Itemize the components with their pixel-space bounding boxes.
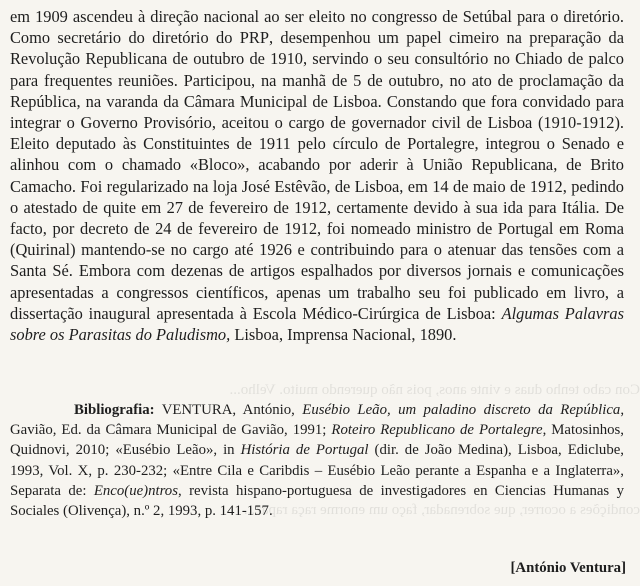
bibliography-title: Enco(ue)ntros <box>93 482 178 499</box>
bibliography-text: VENTURA, António, <box>154 402 303 418</box>
show-through-text: Con cabo tenho duas e vinte anos, pois não querendo muito. Velho... <box>229 382 640 398</box>
biography-paragraph <box>10 6 624 345</box>
paragraph-text: , desempenhou um papel cimeiro na preparação da Revolução Republicana de outubro de 1910, servindo o seu consultório no Chiado de palco para frequentes reuniões. Participou, na manhã de 5 de outubro, no ato de proclamação da República, na varanda da Câmara Municipal de Lisboa. Constando que fora convidado para integrar o Governo Provisório, aceitou o cargo de governador civil de Lisboa (1910-1912). Eleito deputado às Constituintes de 1911 pelo círculo de Portalegre, integrou o Senado e alinhou com o chamado «Bloco», acabando por aderir à União Republicana, de Brito Camacho. Foi regularizado na loja José Estêvão, de Lisboa, em 14 de maio de 1912, pedindo o atestado de quite em 27 de fevereiro de 1912, certamente devido à sua ida para Itália. De facto, por decreto de 24 de fevereiro de 1912, foi nomeado ministro de Portugal em Roma (Quirinal) mantendo-se no cargo até 1926 e contribuindo para o atenuar das tensões com a Santa Sé. Embora com dezenas de artigos espalhados por diversos jornais e comunicações apresentadas a congressos científicos, apenas um trabalho seu foi publicado em livro, a dissertação inaugural apresentada à Escola Médico-Cirúrgica de Lisboa: <box>10 28 624 323</box>
bibliography-text: , Matosinhos, Quidnovi, 2010; «Eusébio Leão», in <box>10 422 625 459</box>
bibliography-label: Bibliografia: <box>74 402 155 418</box>
bibliography-text: (dir. de João Medina), Lisboa, Ediclube, 1993, Vol. X, p. 230-232; «Entre Cila e Caribdis – Eusébio Leão perante a Espanha e a Inglaterra», Separata de: <box>10 442 624 499</box>
party-acronym: PRP <box>239 28 269 48</box>
author-signature: [António Ventura] <box>510 560 626 576</box>
bibliography-text: , revista hispano-portuguesa de investigadores en Ciencias Humanas y Sociales (Olivença), n.º 2, 1993, p. 141-157. <box>10 482 624 520</box>
bibliography-title: Eusébio Leão, um paladino discreto da República <box>302 402 621 418</box>
bibliography <box>10 400 624 521</box>
bibliography-title: Roteiro Republicano de Portalegre <box>331 422 543 439</box>
show-through-text: condições a ocorrer, que sobrenadar, faço um enorme raça rapaz... <box>243 502 640 518</box>
book-title: Algumas Palavras sobre os Parasitas do Paludismo, <box>10 303 624 345</box>
paragraph-text: Lisboa, Imprensa Nacional, 1890. <box>230 325 457 345</box>
bibliography-text: , Gavião, Ed. da Câmara Municipal de Gavião, 1991; <box>10 402 625 439</box>
bibliography-title: História de Portugal <box>240 442 369 459</box>
paragraph-text: em 1909 ascendeu à direção nacional ao ser eleito no congresso de Setúbal para o diretório. Como secretário do diretório do <box>10 7 624 48</box>
